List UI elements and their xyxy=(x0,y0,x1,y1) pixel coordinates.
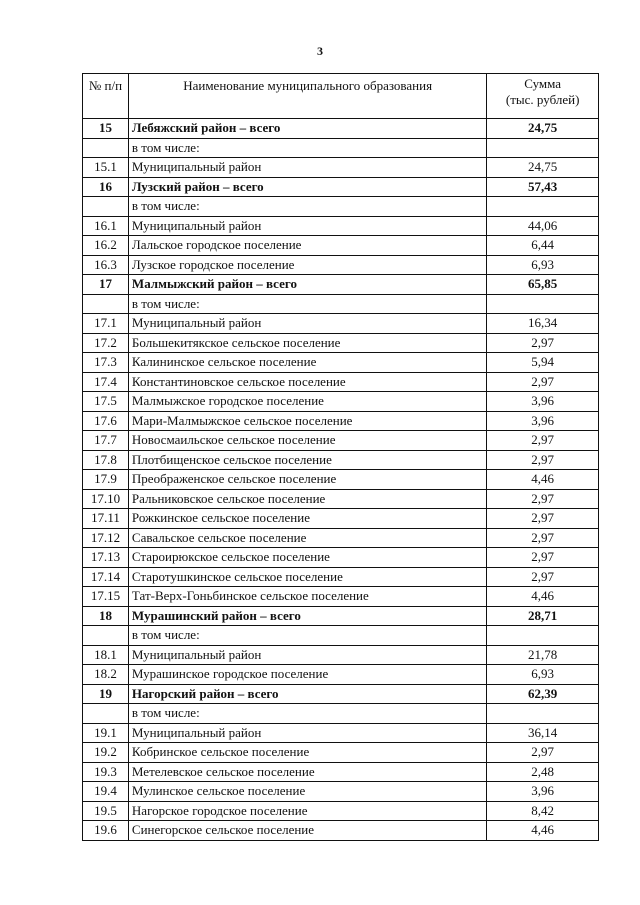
row-number: 17.1 xyxy=(83,314,129,334)
row-number xyxy=(83,704,129,724)
table-row-total xyxy=(83,606,599,626)
table-row xyxy=(83,665,599,685)
table-row xyxy=(83,489,599,509)
table-row xyxy=(83,762,599,782)
header-num: № п/п xyxy=(83,74,129,119)
row-number: 16 xyxy=(83,177,129,197)
row-name: Староирюкское сельское поселение xyxy=(128,548,486,568)
row-amount: 44,06 xyxy=(487,216,599,236)
table-row xyxy=(83,450,599,470)
row-name: Нагорский район – всего xyxy=(128,684,486,704)
row-amount: 24,75 xyxy=(487,119,599,139)
row-number: 17.2 xyxy=(83,333,129,353)
row-amount: 6,44 xyxy=(487,236,599,256)
row-number: 18 xyxy=(83,606,129,626)
table-row xyxy=(83,372,599,392)
row-name: Плотбищенское сельское поселение xyxy=(128,450,486,470)
row-name: Муниципальный район xyxy=(128,158,486,178)
row-name: в том числе: xyxy=(128,197,486,217)
row-amount: 6,93 xyxy=(487,665,599,685)
row-number: 19.4 xyxy=(83,782,129,802)
table-row xyxy=(83,411,599,431)
row-amount xyxy=(487,138,599,158)
row-name: Мари-Малмыжское сельское поселение xyxy=(128,411,486,431)
table-body xyxy=(83,119,599,841)
table-row xyxy=(83,216,599,236)
row-number: 17.6 xyxy=(83,411,129,431)
table-row xyxy=(83,782,599,802)
row-number: 17.11 xyxy=(83,509,129,529)
row-amount xyxy=(487,294,599,314)
row-name: Лузский район – всего xyxy=(128,177,486,197)
row-amount: 2,97 xyxy=(487,548,599,568)
row-name: Нагорское городское поселение xyxy=(128,801,486,821)
row-amount xyxy=(487,197,599,217)
row-number: 17.14 xyxy=(83,567,129,587)
table-row xyxy=(83,158,599,178)
table-row xyxy=(83,645,599,665)
table-row xyxy=(83,431,599,451)
row-name: Старотушкинское сельское поселение xyxy=(128,567,486,587)
row-amount: 3,96 xyxy=(487,782,599,802)
row-amount: 4,46 xyxy=(487,470,599,490)
row-name: Большекитякское сельское поселение xyxy=(128,333,486,353)
table-row xyxy=(83,587,599,607)
row-amount: 4,46 xyxy=(487,821,599,841)
row-number: 19.3 xyxy=(83,762,129,782)
row-number: 15.1 xyxy=(83,158,129,178)
row-amount: 5,94 xyxy=(487,353,599,373)
row-number: 19.1 xyxy=(83,723,129,743)
page-number: 3 xyxy=(317,44,323,58)
table-row xyxy=(83,723,599,743)
row-number xyxy=(83,138,129,158)
row-amount: 36,14 xyxy=(487,723,599,743)
table-row xyxy=(83,626,599,646)
table-row xyxy=(83,333,599,353)
table-row xyxy=(83,801,599,821)
row-amount: 62,39 xyxy=(487,684,599,704)
row-name: Малмыжское городское поселение xyxy=(128,392,486,412)
row-name: Новосмаильское сельское поселение xyxy=(128,431,486,451)
row-name: Муниципальный район xyxy=(128,216,486,236)
row-amount: 2,48 xyxy=(487,762,599,782)
row-amount: 2,97 xyxy=(487,333,599,353)
row-name: Малмыжский район – всего xyxy=(128,275,486,295)
table-row-total xyxy=(83,177,599,197)
row-amount xyxy=(487,704,599,724)
row-name: Константиновское сельское поселение xyxy=(128,372,486,392)
row-amount: 28,71 xyxy=(487,606,599,626)
table-row xyxy=(83,567,599,587)
row-name: Калининское сельское поселение xyxy=(128,353,486,373)
row-amount: 16,34 xyxy=(487,314,599,334)
row-amount: 8,42 xyxy=(487,801,599,821)
row-name: в том числе: xyxy=(128,138,486,158)
row-name: Лальское городское поселение xyxy=(128,236,486,256)
row-number xyxy=(83,626,129,646)
table-row xyxy=(83,821,599,841)
row-amount: 24,75 xyxy=(487,158,599,178)
row-amount: 3,96 xyxy=(487,411,599,431)
table-row xyxy=(83,236,599,256)
row-number: 17.4 xyxy=(83,372,129,392)
header-name: Наименование муниципального образования xyxy=(128,74,486,119)
table-row xyxy=(83,294,599,314)
table-row xyxy=(83,314,599,334)
row-amount: 65,85 xyxy=(487,275,599,295)
table-row xyxy=(83,743,599,763)
allocation-table xyxy=(82,73,599,841)
row-amount: 2,97 xyxy=(487,489,599,509)
row-amount: 2,97 xyxy=(487,528,599,548)
table-row xyxy=(83,197,599,217)
table-row xyxy=(83,138,599,158)
row-amount: 2,97 xyxy=(487,509,599,529)
row-number: 17 xyxy=(83,275,129,295)
row-name: Синегорское сельское поселение xyxy=(128,821,486,841)
row-name: Мурашинское городское поселение xyxy=(128,665,486,685)
row-number: 19 xyxy=(83,684,129,704)
row-number xyxy=(83,294,129,314)
table-row xyxy=(83,704,599,724)
row-number: 17.15 xyxy=(83,587,129,607)
row-number: 18.2 xyxy=(83,665,129,685)
row-number: 17.7 xyxy=(83,431,129,451)
row-number: 17.9 xyxy=(83,470,129,490)
table-row xyxy=(83,509,599,529)
table-row xyxy=(83,255,599,275)
row-number: 17.10 xyxy=(83,489,129,509)
row-amount: 2,97 xyxy=(487,372,599,392)
header-amount xyxy=(487,74,599,119)
row-amount: 3,96 xyxy=(487,392,599,412)
table-row-total xyxy=(83,275,599,295)
table-row-total xyxy=(83,684,599,704)
row-amount xyxy=(487,626,599,646)
row-number: 17.13 xyxy=(83,548,129,568)
row-name: Мулинское сельское поселение xyxy=(128,782,486,802)
row-name: Тат-Верх-Гоньбинское сельское поселение xyxy=(128,587,486,607)
row-name: в том числе: xyxy=(128,704,486,724)
row-amount: 2,97 xyxy=(487,743,599,763)
row-name: Муниципальный район xyxy=(128,723,486,743)
table-row xyxy=(83,353,599,373)
row-amount: 2,97 xyxy=(487,567,599,587)
row-name: Ральниковское сельское поселение xyxy=(128,489,486,509)
header-amount-line1: Сумма xyxy=(524,76,562,91)
row-name: в том числе: xyxy=(128,626,486,646)
table-row xyxy=(83,470,599,490)
row-name: Кобринское сельское поселение xyxy=(128,743,486,763)
row-number: 19.2 xyxy=(83,743,129,763)
row-name: Муниципальный район xyxy=(128,314,486,334)
row-name: Муниципальный район xyxy=(128,645,486,665)
row-number: 15 xyxy=(83,119,129,139)
row-amount: 21,78 xyxy=(487,645,599,665)
row-amount: 4,46 xyxy=(487,587,599,607)
table-row-total xyxy=(83,119,599,139)
row-number: 16.2 xyxy=(83,236,129,256)
row-number: 17.8 xyxy=(83,450,129,470)
row-name: Лузское городское поселение xyxy=(128,255,486,275)
row-name: Мурашинский район – всего xyxy=(128,606,486,626)
row-amount: 2,97 xyxy=(487,431,599,451)
row-name: в том числе: xyxy=(128,294,486,314)
row-number: 19.5 xyxy=(83,801,129,821)
row-amount: 2,97 xyxy=(487,450,599,470)
row-amount: 6,93 xyxy=(487,255,599,275)
row-name: Преображенское сельское поселение xyxy=(128,470,486,490)
header-amount-line2: (тыс. рублей) xyxy=(505,92,580,107)
table-row xyxy=(83,528,599,548)
row-number: 17.12 xyxy=(83,528,129,548)
row-number: 17.3 xyxy=(83,353,129,373)
row-amount: 57,43 xyxy=(487,177,599,197)
row-number: 17.5 xyxy=(83,392,129,412)
row-number: 18.1 xyxy=(83,645,129,665)
row-number: 16.3 xyxy=(83,255,129,275)
table-row xyxy=(83,548,599,568)
table-header-row xyxy=(83,74,599,119)
row-number: 19.6 xyxy=(83,821,129,841)
row-number: 16.1 xyxy=(83,216,129,236)
row-name: Рожкинское сельское поселение xyxy=(128,509,486,529)
row-name: Метелевское сельское поселение xyxy=(128,762,486,782)
row-name: Савальское сельское поселение xyxy=(128,528,486,548)
row-name: Лебяжский район – всего xyxy=(128,119,486,139)
table-row xyxy=(83,392,599,412)
row-number xyxy=(83,197,129,217)
